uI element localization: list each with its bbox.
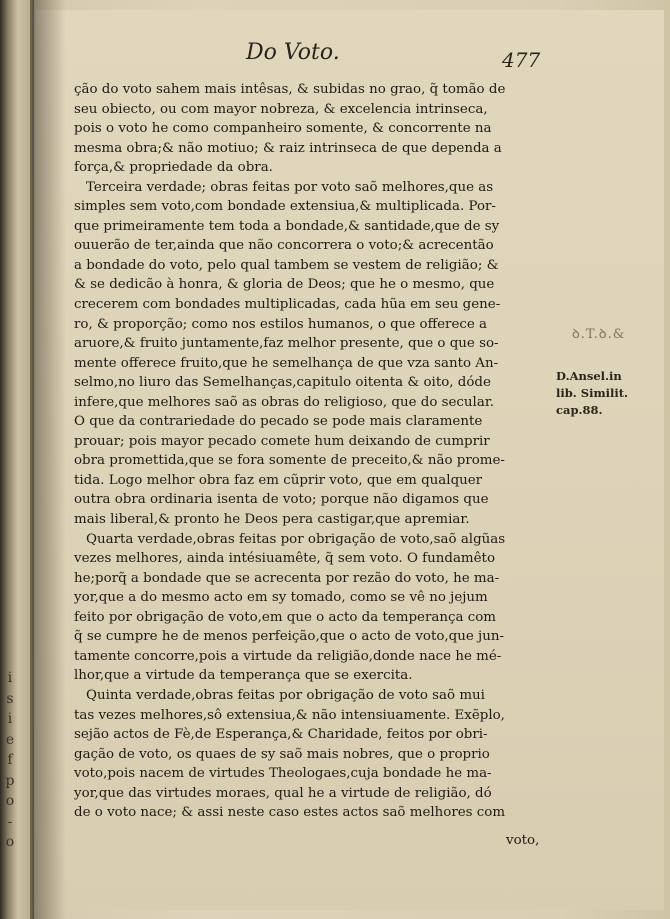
text-line: tamente concorre,pois a virtude da religião,donde nace he mé-: [74, 648, 502, 664]
facing-letter: o: [5, 834, 15, 850]
text-line: O que da contrariedade do pecado se pode mais claramente: [74, 414, 483, 430]
facing-page-letters: [3, 668, 17, 853]
text-line: gação de voto, os quaes de sy saõ mais nobres, que o proprio: [74, 746, 490, 762]
text-line: he;porq̃ a bondade que se acrecenta por rezão do voto, he ma-: [74, 570, 500, 586]
text-line: seu obiecto, ou com mayor nobreza, & excelencia intrinseca,: [74, 101, 488, 117]
gutter-shadow: [30, 0, 66, 919]
text-line: mesma obra;& não motiuo; & raiz intrinseca de que dependa a: [74, 140, 502, 156]
text-line: tas vezes melhores,sô extensiua,& não intensiuamente. Exẽplo,: [74, 707, 505, 723]
margin-note-line: D.Ansel.in: [556, 369, 622, 383]
text-line: sejão actos de Fè,de Esperança,& Charidade, feitos por obri-: [74, 727, 488, 743]
margin-note-line: cap.88.: [556, 403, 603, 417]
text-line: mais liberal,& pronto he Deos pera castigar,que apremiar.: [74, 512, 470, 528]
facing-letter: i: [7, 670, 13, 686]
text-line: voto,pois nacem de virtudes Theologaes,cuja bondade he ma-: [74, 766, 492, 782]
text-line: lhor,que a virtude da temperança que se exercita.: [74, 668, 413, 684]
text-line: aruore,& fruito juntamente,faz melhor presente, que o que so-: [74, 336, 499, 352]
text-line: infere,que melhores saõ as obras do religioso, que do secular.: [74, 394, 495, 410]
margin-note: [556, 368, 656, 419]
body-text: [74, 80, 554, 823]
paragraph-start-line: Quarta verdade,obras feitas por obrigação de voto,saõ algũas: [86, 531, 506, 547]
text-line: outra obra ordinaria isenta de voto; porque não digamos que: [74, 492, 489, 508]
page-header: [240, 40, 540, 70]
text-line: crecerem com bondades multiplicadas, cada hũa em seu gene-: [74, 297, 501, 313]
text-line: vezes melhores, ainda intésiuamête, q̃ sem voto. O fundamêto: [74, 551, 496, 567]
text-line: & se dedicão à honra, & gloria de Deos; que he o mesmo, que: [74, 277, 495, 293]
facing-letter: p: [5, 772, 15, 789]
text-line: ouuerão de ter,ainda que não concorrera o voto;& acrecentão: [74, 238, 494, 254]
text-line: obra promettida,que se fora somente de preceito,& não prome-: [74, 453, 505, 469]
facing-letter: o: [5, 793, 15, 809]
catchword: voto,: [506, 833, 540, 848]
text-line: ção do voto sahem mais intêsas, & subidas no grao, q̃ tomão de: [74, 82, 506, 97]
text-line: de o voto nace; & assi neste caso estes actos saõ melhores com: [74, 805, 506, 821]
text-line: selmo,no liuro das Semelhanças,capitulo oitenta & oito, dóde: [74, 375, 491, 391]
running-title: Do Voto.: [246, 40, 340, 65]
text-line: mente offerece fruito,que he semelhança de que vza santo An-: [74, 355, 499, 371]
margin-bleed-mark: ꝺ.T.ꝺ.&: [572, 327, 626, 342]
paragraph-start-line: Quinta verdade,obras feitas por obrigação de voto saõ mui: [86, 687, 485, 703]
text-line: que primeiramente tem toda a bondade,& santidade,que de sy: [74, 218, 500, 234]
text-line: pois o voto he como companheiro somente, & concorrente na: [74, 121, 492, 137]
text-line: a bondade do voto, pelo qual tambem se vestem de religião; &: [74, 257, 499, 273]
facing-letter: e: [5, 731, 15, 748]
paragraph-start-line: Terceira verdade; obras feitas por voto saõ melhores,que as: [86, 179, 494, 195]
text-line: q̃ se cumpre he de menos perfeição,que o acto de voto,que jun-: [74, 629, 504, 645]
facing-letter: s: [6, 690, 14, 707]
text-line: yor,que das virtudes moraes, qual he a virtude de religião, dó: [74, 785, 492, 801]
text-line: prouar; pois mayor pecado comete hum deixando de cumprir: [74, 433, 490, 449]
text-line: simples sem voto,com bondade extensiua,& multiplicada. Por-: [74, 199, 496, 215]
text-line: yor,que a do mesmo acto em sy tomado, como se vê no jejum: [74, 590, 488, 606]
text-line: feito por obrigação de voto,em que o acto da temperança com: [74, 609, 496, 625]
text-line: tida. Logo melhor obra faz em cũprir voto, que em qualquer: [74, 472, 483, 488]
facing-letter: -: [7, 813, 13, 830]
facing-letter: f: [7, 752, 13, 768]
margin-note-line: lib. Similit.: [556, 386, 629, 400]
facing-letter: i: [7, 711, 13, 727]
page-number: 477: [502, 48, 541, 72]
text-line: força,& propriedade da obra.: [74, 160, 273, 176]
text-line: ro, & proporção; como nos estilos humanos, o que offerece a: [74, 316, 488, 332]
